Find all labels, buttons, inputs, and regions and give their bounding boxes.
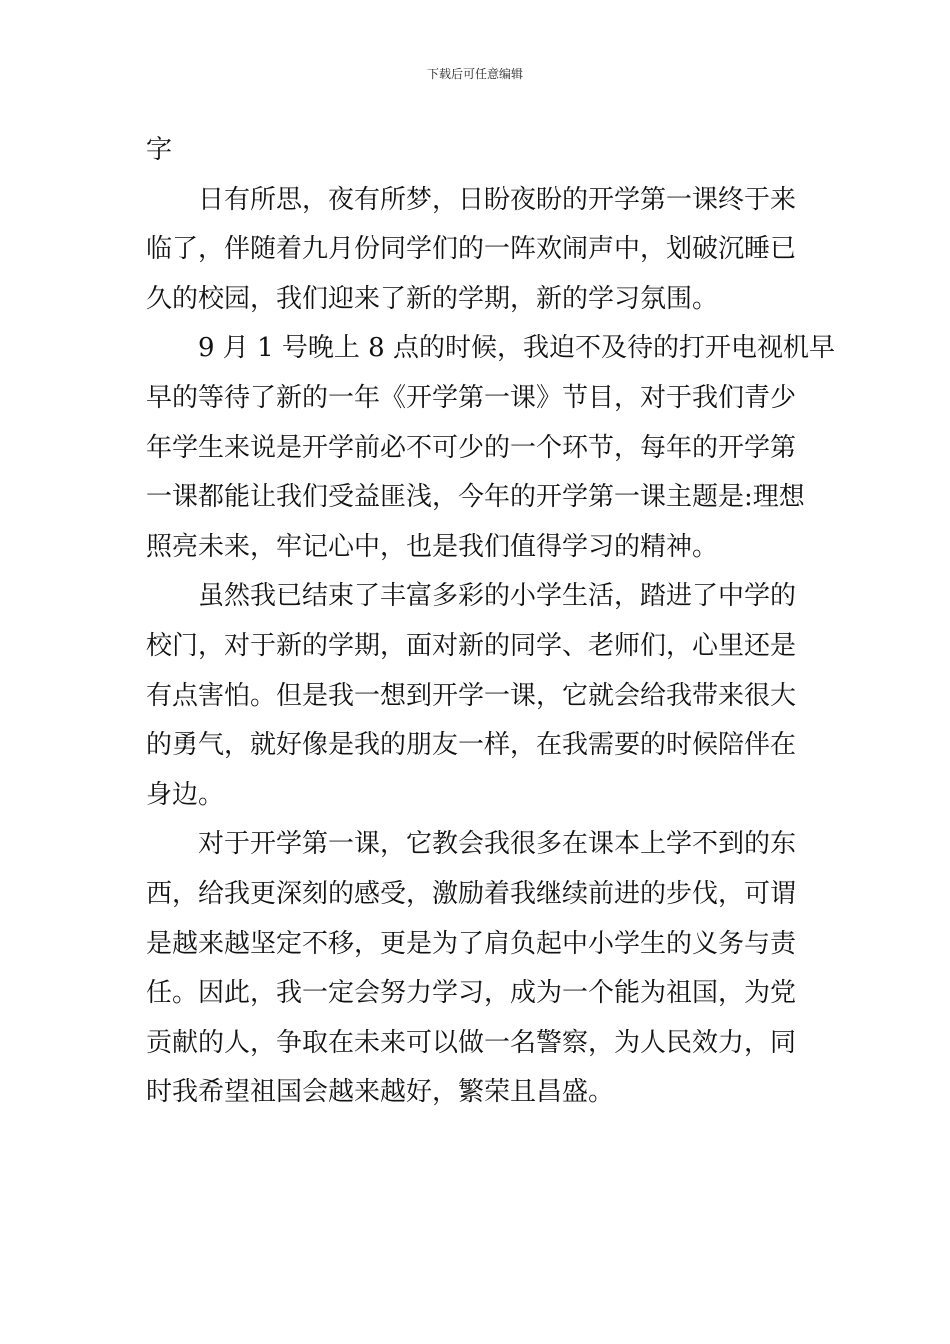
text-line: 早的等待了新的一年《开学第一课》节目，对于我们青少 xyxy=(146,382,797,413)
paragraph-4 xyxy=(146,820,808,1118)
text-line: 对于开学第一课，它教会我很多在课本上学不到的东 xyxy=(198,829,797,860)
text-line: 临了，伴随着九月份同学们的一阵欢闹声中，划破沉睡已 xyxy=(146,234,797,265)
text-line: 身边。 xyxy=(146,779,225,810)
text-line: 日有所思，夜有所梦，日盼夜盼的开学第一课终于来 xyxy=(198,184,797,215)
text-line: 字 xyxy=(146,135,173,165)
text-line: 照亮未来，牢记心中，也是我们值得学习的精神。 xyxy=(146,531,719,562)
text-line: 一课都能让我们受益匪浅，今年的开学第一课主题是:理想 xyxy=(146,482,805,513)
text-line: 9 月 1 号晚上 8 点的时候，我迫不及待的打开电视机早 xyxy=(198,333,835,364)
header-note: 下载后可任意编辑 xyxy=(426,67,523,81)
text-line: 久的校园，我们迎来了新的学期，新的学习氛围。 xyxy=(146,283,719,314)
paragraph-1 xyxy=(146,176,808,325)
text-line: 西，给我更深刻的感受，激励着我继续前进的步伐，可谓 xyxy=(146,878,797,909)
text-line: 任。因此，我一定会努力学习，成为一个能为祖国，为党 xyxy=(146,978,797,1009)
text-line: 校门，对于新的学期，面对新的同学、老师们，心里还是 xyxy=(146,630,797,661)
text-line: 虽然我已结束了丰富多彩的小学生活，踏进了中学的 xyxy=(198,581,797,612)
text-line: 贡献的人，争取在未来可以做一名警察，为人民效力，同 xyxy=(146,1027,797,1058)
paragraph-2 xyxy=(146,324,835,572)
text-line: 年学生来说是开学前必不可少的一个环节，每年的开学第 xyxy=(146,432,797,463)
text-line: 时我希望祖国会越来越好，繁荣且昌盛。 xyxy=(146,1077,615,1108)
document-body xyxy=(146,126,835,1118)
text-line: 的勇气，就好像是我的朋友一样，在我需要的时候陪伴在 xyxy=(146,730,797,761)
text-line: 有点害怕。但是我一想到开学一课，它就会给我带来很大 xyxy=(146,680,797,711)
text-line: 是越来越坚定不移，更是为了肩负起中小学生的义务与责 xyxy=(146,928,797,959)
carry-over-line xyxy=(146,126,808,176)
paragraph-3 xyxy=(146,572,808,820)
